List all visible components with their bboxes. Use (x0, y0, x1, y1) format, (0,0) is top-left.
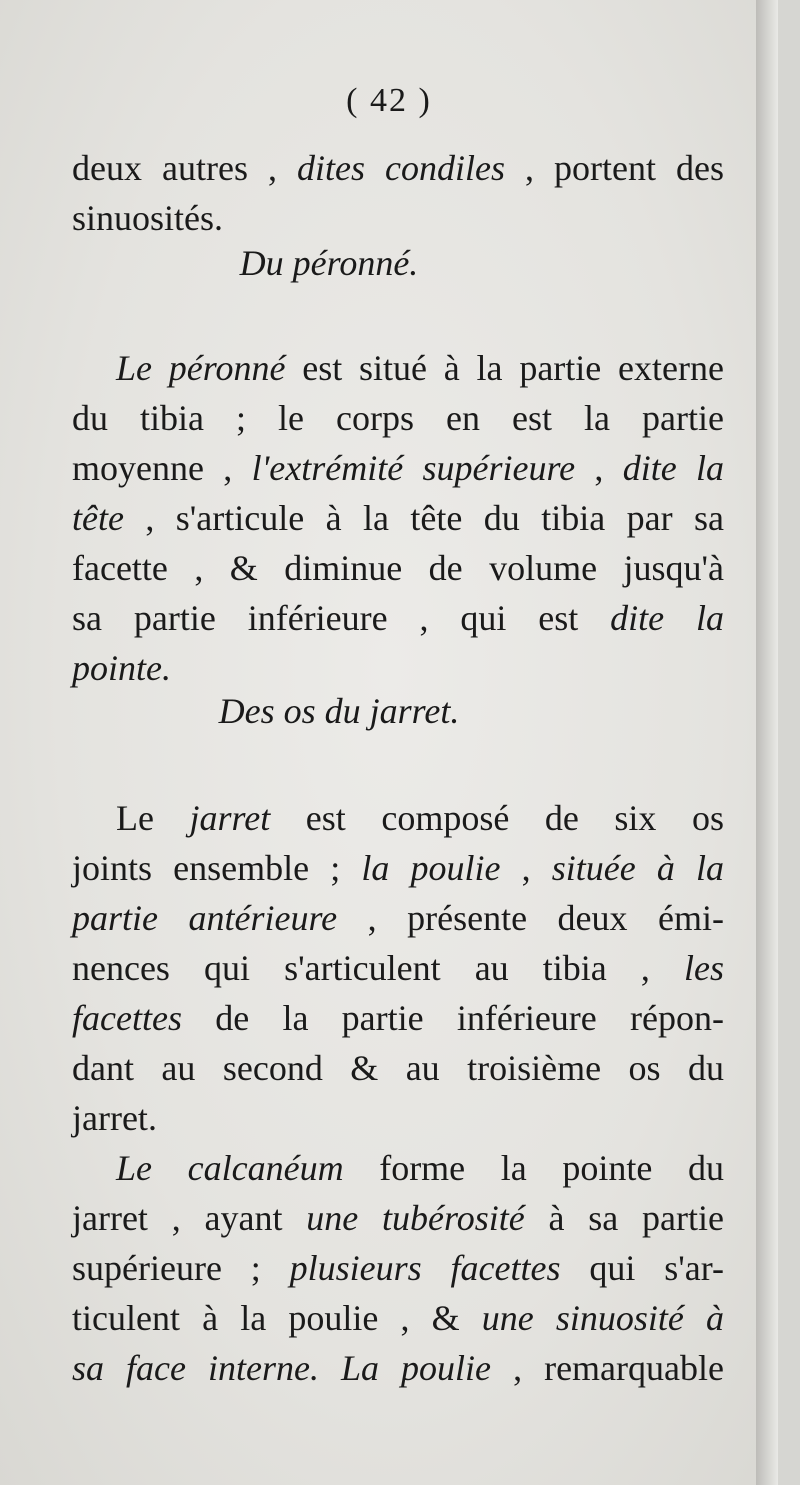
text-line: facettes de la partie inférieure répon- (72, 998, 724, 1038)
text-line: supérieure ; plusieurs facettes qui s'ar- (72, 1248, 724, 1288)
text-line: Le péronné est situé à la partie externe (116, 348, 724, 388)
text-line: sa partie inférieure , qui est dite la (72, 598, 724, 638)
text-line: jarret. (72, 1098, 157, 1138)
text-line: sinuosités. (72, 198, 224, 238)
text-line: tête , s'articule à la tête du tibia par sa (72, 498, 724, 538)
section-heading: Des os du jarret. (218, 691, 460, 731)
text-line: dant au second & au troisième os du (72, 1048, 724, 1088)
text-line: sa face interne. La poulie , remarquable (72, 1348, 724, 1388)
text-line: partie antérieure , présente deux émi- (72, 898, 724, 938)
section-heading: Du péronné. (239, 243, 419, 283)
text-line: ticulent à la poulie , & une sinuosité à (72, 1298, 724, 1338)
text-line: nences qui s'articulent au tibia , les (72, 948, 724, 988)
text-line: jarret , ayant une tubérosité à sa partie (72, 1198, 724, 1238)
text-line: Le calcanéum forme la pointe du (116, 1148, 725, 1188)
page-number: ( 42 ) (346, 82, 432, 119)
text-line: du tibia ; le corps en est la partie (72, 398, 724, 438)
text-line: joints ensemble ; la poulie , située à la (72, 848, 725, 888)
text-line: pointe. (72, 648, 171, 688)
text-line: Le jarret est composé de six os (116, 798, 725, 838)
text-line: facette , & diminue de volume jusqu'à (72, 548, 724, 588)
text-line: deux autres , dites condiles , portent des (72, 148, 724, 188)
page-edge (756, 0, 778, 1485)
text-line: moyenne , l'extrémité supérieure , dite la (72, 448, 724, 488)
